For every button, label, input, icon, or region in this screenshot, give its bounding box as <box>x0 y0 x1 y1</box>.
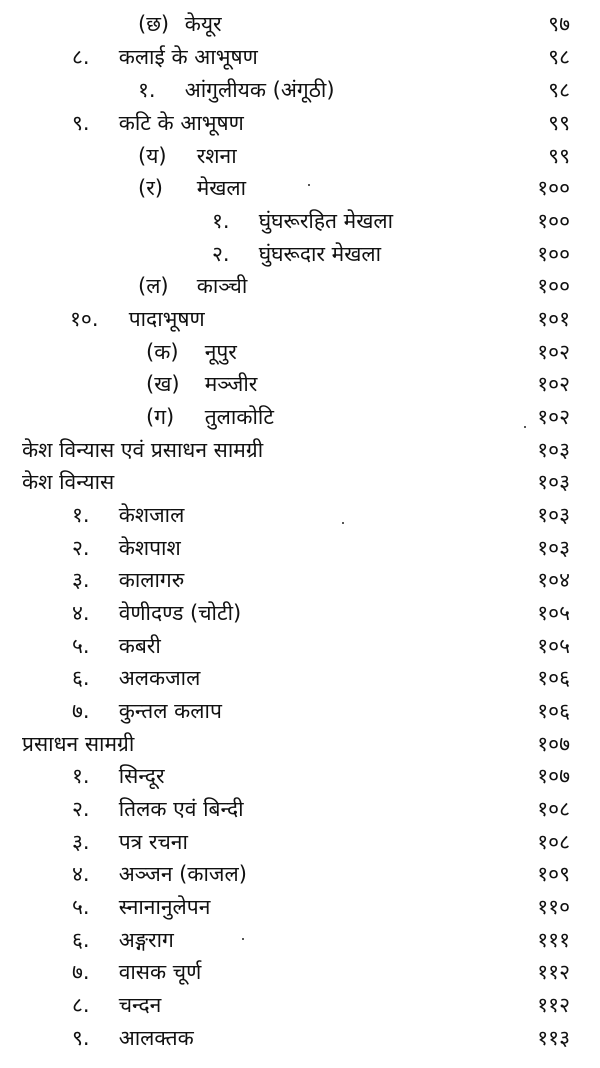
entry-page-number: ९८ <box>548 78 570 102</box>
toc-entry <box>0 74 600 107</box>
entry-marker: ३. <box>72 830 90 854</box>
entry-title: केशपाश <box>118 536 181 560</box>
entry-title: केयूर <box>184 12 222 36</box>
toc-entry <box>0 401 600 434</box>
section-title: प्रसाधन सामग्री <box>22 732 135 756</box>
entry-title: मेखला <box>196 176 247 200</box>
entry-title: अञ्जन (काजल) <box>118 862 247 886</box>
entry-title: काञ्ची <box>196 274 248 298</box>
toc-entry <box>0 989 600 1022</box>
section-title: केश विन्यास <box>22 470 115 494</box>
entry-page-number: १०० <box>537 209 570 233</box>
toc-entry <box>0 597 600 630</box>
entry-marker: ५. <box>72 895 90 919</box>
toc-entry <box>0 499 600 532</box>
section-title: केश विन्यास एवं प्रसाधन सामग्री <box>22 438 264 462</box>
entry-page-number: १०२ <box>537 405 570 429</box>
toc-entry <box>0 956 600 989</box>
entry-title: कुन्तल कलाप <box>118 699 222 723</box>
scan-speck <box>242 938 244 940</box>
entry-title: तुलाकोटि <box>204 405 274 429</box>
toc-entry <box>0 760 600 793</box>
entry-title: रशना <box>196 144 237 168</box>
entry-page-number: १०३ <box>537 536 570 560</box>
entry-title: कलाई के आभूषण <box>118 45 258 69</box>
entry-marker: (क) <box>146 340 179 364</box>
entry-marker: ४. <box>72 862 90 886</box>
entry-page-number: १०३ <box>537 503 570 527</box>
entry-marker: (ग) <box>146 405 175 429</box>
entry-page-number: १०५ <box>537 601 570 625</box>
toc-entry <box>0 8 600 41</box>
entry-page-number: १०८ <box>537 830 570 854</box>
entry-page-number: १११ <box>537 928 570 952</box>
toc-entry <box>0 107 600 140</box>
entry-marker: ८. <box>72 45 90 69</box>
entry-page-number: १०१ <box>537 307 570 331</box>
toc-entry <box>0 336 600 369</box>
toc-entry <box>0 924 600 957</box>
toc-entry <box>0 140 600 173</box>
entry-page-number: १०३ <box>537 438 570 462</box>
entry-marker: ८. <box>72 993 90 1017</box>
section-heading <box>0 728 600 761</box>
toc-entry <box>0 662 600 695</box>
section-heading <box>0 466 600 499</box>
entry-title: कालागरु <box>118 568 185 592</box>
entry-title: पादाभूषण <box>128 307 205 331</box>
entry-marker: ९. <box>72 111 90 135</box>
entry-marker: (र) <box>138 176 163 200</box>
entry-title: कबरी <box>118 634 161 658</box>
entry-page-number: १०७ <box>537 764 570 788</box>
toc-entry <box>0 41 600 74</box>
scan-speck <box>308 184 310 186</box>
entry-marker: २. <box>72 536 90 560</box>
scan-speck <box>342 522 344 524</box>
entry-marker: (ख) <box>146 372 180 396</box>
entry-marker: (छ) <box>138 12 170 36</box>
entry-title: सिन्दूर <box>118 764 165 788</box>
entry-marker: २. <box>72 797 90 821</box>
section-heading <box>0 434 600 467</box>
entry-page-number: १०० <box>537 242 570 266</box>
entry-title: कटि के आभूषण <box>118 111 244 135</box>
entry-page-number: १०९ <box>537 862 570 886</box>
entry-marker: १. <box>72 764 90 788</box>
toc-entry <box>0 564 600 597</box>
entry-title: पत्र रचना <box>118 830 188 854</box>
entry-page-number: ११३ <box>537 1026 570 1050</box>
entry-title: स्नानानुलेपन <box>118 895 211 919</box>
entry-page-number: १०० <box>537 274 570 298</box>
entry-title: अलकजाल <box>118 666 201 690</box>
entry-title: चन्दन <box>118 993 162 1017</box>
entry-marker: १. <box>212 209 230 233</box>
entry-page-number: १०३ <box>537 470 570 494</box>
entry-marker: १. <box>72 503 90 527</box>
entry-marker: १०. <box>70 307 99 331</box>
entry-marker: ७. <box>72 960 90 984</box>
entry-title: वासक चूर्ण <box>118 960 202 984</box>
toc-entry <box>0 858 600 891</box>
toc-entry <box>0 205 600 238</box>
entry-page-number: १०६ <box>537 666 570 690</box>
entry-marker: ३. <box>72 568 90 592</box>
entry-marker: १. <box>138 78 156 102</box>
entry-page-number: ९८ <box>548 45 570 69</box>
entry-title: नूपुर <box>204 340 237 364</box>
entry-title: घुंघरूदार मेखला <box>258 242 382 266</box>
entry-marker: (ल) <box>138 274 169 298</box>
entry-title: अङ्गराग <box>118 928 174 952</box>
entry-page-number: १०४ <box>537 568 570 592</box>
entry-title: आंगुलीयक (अंगूठी) <box>184 78 335 102</box>
toc-entry <box>0 303 600 336</box>
toc-entry <box>0 238 600 271</box>
entry-page-number: ११० <box>537 895 570 919</box>
entry-title: तिलक एवं बिन्दी <box>118 797 244 821</box>
toc-entry <box>0 826 600 859</box>
toc-entry <box>0 172 600 205</box>
toc-entry <box>0 630 600 663</box>
entry-page-number: ९९ <box>548 111 570 135</box>
entry-page-number: ११२ <box>537 960 570 984</box>
toc-entry <box>0 1022 600 1055</box>
entry-page-number: १०२ <box>537 340 570 364</box>
entry-marker: ७. <box>72 699 90 723</box>
entry-page-number: १०७ <box>537 732 570 756</box>
entry-marker: २. <box>212 242 230 266</box>
entry-marker: ६. <box>72 928 90 952</box>
entry-page-number: ९७ <box>548 12 570 36</box>
toc-entry <box>0 532 600 565</box>
toc-entry <box>0 793 600 826</box>
toc-entry <box>0 368 600 401</box>
entry-title: वेणीदण्ड (चोटी) <box>118 601 242 625</box>
entry-marker: ६. <box>72 666 90 690</box>
toc-entry <box>0 891 600 924</box>
entry-marker: ४. <box>72 601 90 625</box>
toc-entry <box>0 270 600 303</box>
entry-page-number: ११२ <box>537 993 570 1017</box>
entry-marker: ५. <box>72 634 90 658</box>
entry-marker: (य) <box>138 144 167 168</box>
entry-page-number: १०६ <box>537 699 570 723</box>
scan-speck <box>524 426 526 428</box>
entry-title: घुंघरूरहित मेखला <box>258 209 394 233</box>
entry-page-number: १०२ <box>537 372 570 396</box>
entry-title: मञ्जीर <box>204 372 258 396</box>
entry-page-number: १०५ <box>537 634 570 658</box>
entry-page-number: १०० <box>537 176 570 200</box>
entry-title: आलक्तक <box>118 1026 194 1050</box>
toc-entry <box>0 695 600 728</box>
entry-marker: ९. <box>72 1026 90 1050</box>
entry-title: केशजाल <box>118 503 185 527</box>
entry-page-number: १०८ <box>537 797 570 821</box>
entry-page-number: ९९ <box>548 144 570 168</box>
